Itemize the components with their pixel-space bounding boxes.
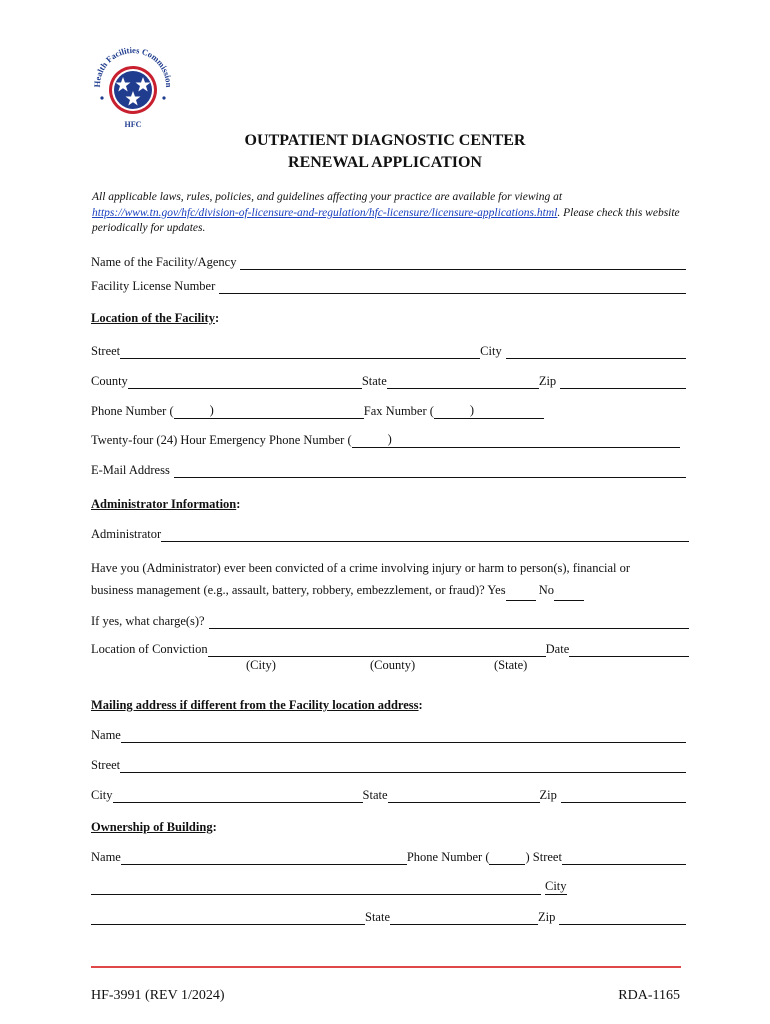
license-number-row [91, 278, 686, 294]
facility-name-field[interactable] [240, 255, 686, 270]
intro-text-end: . Please check this website periodically for updates. [92, 206, 680, 234]
mailing-name-field[interactable] [121, 728, 686, 743]
phone-fax-row: Phone Number ( ) Fax Number ( ) [91, 403, 686, 419]
mailing-zip-label: Zip [539, 788, 557, 802]
owner-zip-label: Zip [538, 910, 556, 924]
ownership-state-row [91, 909, 686, 925]
city-label: City [480, 344, 502, 358]
sub-label-city: (City) [246, 658, 276, 672]
form-title-line2: RENEWAL APPLICATION [288, 154, 482, 171]
conviction-question-line2: business management (e.g., assault, battery, robbery, embezzlement, or fraud)? Yes No [91, 579, 691, 601]
form-title-line1: OUTPATIENT DIAGNOSTIC CENTER [244, 132, 526, 149]
owner-state-label: State [365, 910, 390, 924]
street-label: Street [91, 344, 121, 358]
administrator-row [91, 526, 689, 542]
logo-abbr: HFC [124, 120, 142, 129]
administrator-label: Administrator [91, 527, 162, 541]
charges-row [91, 613, 689, 629]
email-field[interactable] [174, 463, 686, 478]
phone-label: Phone Number ( [91, 404, 174, 418]
facility-name-label: Name of the Facility/Agency [91, 255, 237, 269]
mailing-state-label: State [362, 788, 388, 802]
zip-field[interactable] [560, 374, 686, 389]
ownership-header: Ownership of Building: [91, 820, 217, 834]
ownership-street2-row [91, 879, 686, 895]
administrator-header: Administrator Information: [91, 497, 241, 511]
owner-zip-field[interactable] [559, 910, 686, 925]
administrator-field[interactable] [161, 527, 689, 542]
mailing-city-row [91, 787, 686, 803]
mailing-street-row [91, 757, 686, 773]
owner-phone-label: Phone Number ( [406, 850, 490, 864]
emergency-phone-row: Twenty-four (24) Hour Emergency Phone Number ( ) [91, 432, 686, 448]
conviction-date-field[interactable] [569, 642, 689, 657]
location-street-row [91, 343, 686, 359]
date-label: Date [545, 642, 570, 656]
owner-name-field[interactable] [121, 850, 407, 865]
emergency-phone-field[interactable] [392, 433, 680, 448]
city-field[interactable] [506, 344, 686, 359]
licensure-link[interactable]: https://www.tn.gov/hfc/division-of-licensure-and-regulation/hfc-licensure/licensure-applications.html [92, 206, 558, 219]
owner-street-cont-field[interactable] [91, 880, 541, 895]
footer-divider [91, 966, 681, 968]
license-number-label: Facility License Number [91, 279, 216, 293]
ownership-name-row [91, 849, 686, 865]
mailing-name-label: Name [91, 728, 121, 742]
owner-state-field[interactable] [390, 910, 538, 925]
logo-arc-text: Health Facilities Commission [91, 44, 175, 88]
facility-name-row [91, 254, 686, 270]
rda-number: RDA-1165 [618, 988, 680, 1003]
email-label: E-Mail Address [91, 463, 170, 477]
owner-area-code-field[interactable] [489, 850, 525, 865]
conviction-location-label: Location of Conviction [91, 642, 208, 656]
owner-name-label: Name [91, 850, 121, 864]
street-field[interactable] [120, 344, 480, 359]
mailing-city-field[interactable] [113, 788, 363, 803]
charges-field[interactable] [209, 614, 689, 629]
fax-area-code-field[interactable] [434, 404, 470, 419]
location-header: Location of the Facility: [91, 311, 220, 325]
mailing-street-label: Street [91, 758, 121, 772]
conviction-question-line1: Have you (Administrator) ever been convicted of a crime involving injury or harm to person(s), financial or [91, 561, 631, 575]
owner-city-label: City [545, 879, 567, 893]
mailing-city-label: City [91, 788, 113, 802]
location-county-row [91, 373, 686, 389]
sub-label-state: (State) [494, 658, 528, 672]
license-number-field[interactable] [219, 279, 686, 294]
phone-area-code-field[interactable] [174, 404, 210, 419]
no-field[interactable] [554, 587, 584, 601]
county-label: County [91, 374, 128, 388]
intro-text: All applicable laws, rules, policies, and guidelines affecting your practice are available for viewing at [92, 191, 563, 203]
phone-number-field[interactable] [214, 404, 364, 419]
zip-label: Zip [538, 374, 557, 388]
owner-street-field[interactable] [562, 850, 686, 865]
conviction-location-field[interactable] [208, 642, 546, 657]
conviction-location-row [91, 641, 689, 657]
mailing-zip-field[interactable] [561, 788, 686, 803]
emergency-phone-label: Twenty-four (24) Hour Emergency Phone Number ( [91, 433, 352, 447]
yes-label: Yes [487, 583, 506, 597]
mailing-street-field[interactable] [120, 758, 686, 773]
state-field[interactable] [387, 374, 539, 389]
mailing-address-header: Mailing address if different from the Facility location address: [91, 698, 423, 712]
owner-street-label: ) Street [525, 850, 562, 864]
fax-number-field[interactable] [474, 404, 544, 419]
sub-label-county: (County) [370, 658, 416, 672]
hfc-seal-logo [78, 38, 188, 130]
mailing-name-row [91, 727, 686, 743]
emergency-area-code-field[interactable] [352, 433, 388, 448]
state-label: State [361, 374, 387, 388]
mailing-state-field[interactable] [388, 788, 540, 803]
fax-label: Fax Number ( [363, 404, 434, 418]
county-field[interactable] [128, 374, 362, 389]
form-number: HF-3991 (REV 1/2024) [91, 988, 225, 1003]
no-label: No [538, 583, 554, 597]
yes-field[interactable] [506, 587, 536, 601]
conviction-question [91, 557, 691, 601]
charges-label: If yes, what charge(s)? [91, 614, 205, 628]
email-row [91, 462, 686, 478]
owner-city-field[interactable] [91, 910, 365, 925]
intro-paragraph [92, 190, 692, 237]
